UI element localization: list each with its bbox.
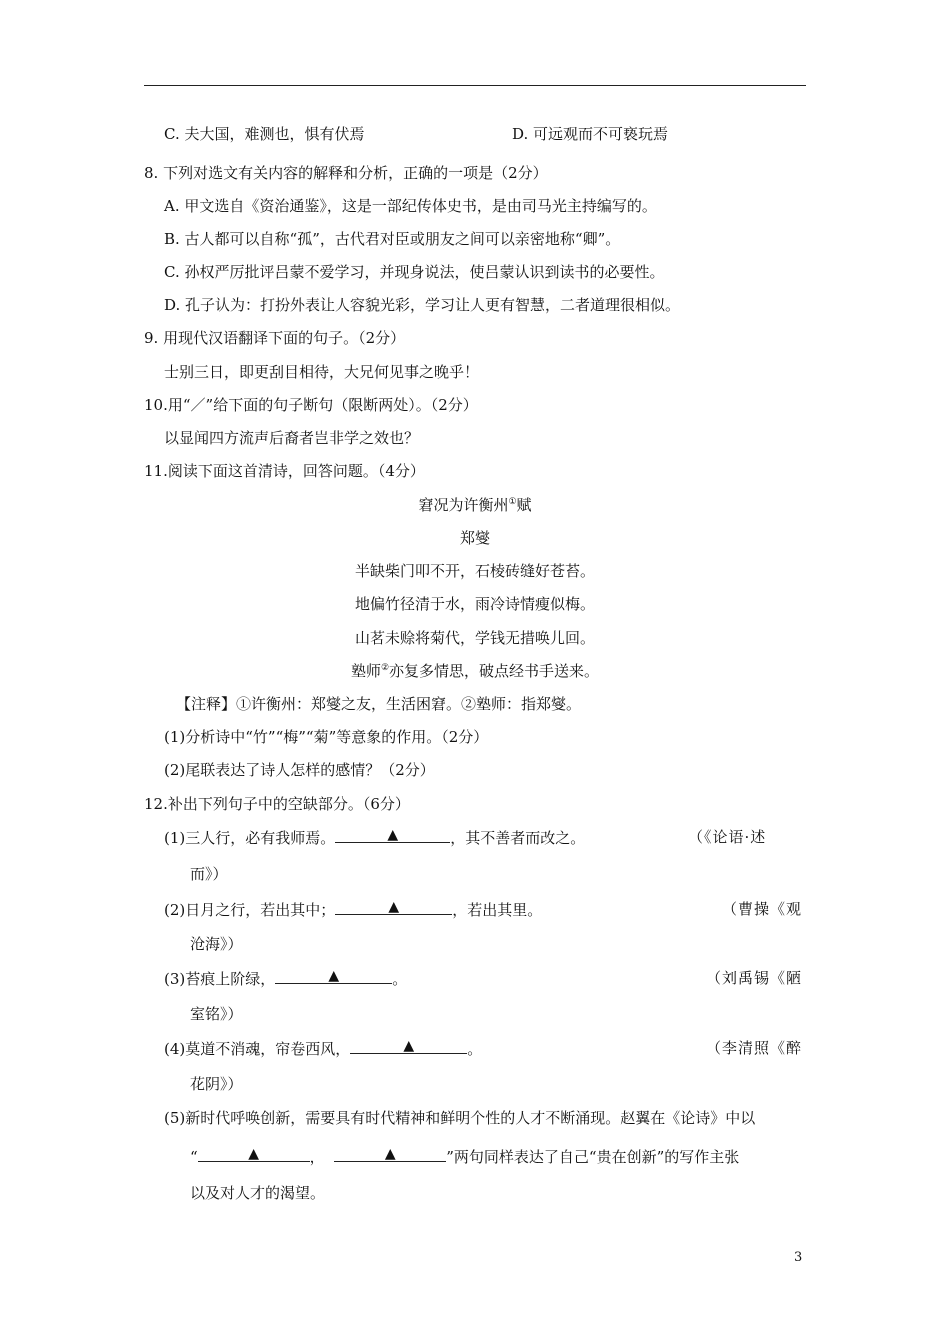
answer-blank[interactable]	[275, 968, 392, 984]
page-number: 3	[794, 1250, 803, 1265]
q7-option-c: C. 夫大国，难测也，惧有伏焉	[164, 125, 365, 143]
poem-line-4: 塾师②亦复多情思，破点经书手送来。	[350, 662, 600, 680]
triangle-marker-icon: ▲	[384, 1146, 396, 1162]
q8-option-a: A. 甲文选自《资治通鉴》，这是一部纪传体史书，是由司马光主持编写的。	[164, 197, 657, 215]
q9-sentence: 士别三日，即更刮目相待，大兄何见事之晚乎！	[164, 363, 480, 381]
triangle-marker-icon: ▲	[328, 968, 340, 984]
q12-item-4-source: （李清照《醉	[706, 1039, 803, 1057]
q9-stem: 9. 用现代汉语翻译下面的句子。（2分）	[144, 329, 406, 347]
q7-option-d: D. 可远观而不可亵玩焉	[512, 125, 669, 143]
triangle-marker-icon: ▲	[387, 827, 399, 843]
answer-blank[interactable]	[335, 899, 452, 915]
q11-subquestion-2: (2)尾联表达了诗人怎样的感情？（2分）	[164, 761, 435, 779]
q8-stem: 8. 下列对选文有关内容的解释和分析，正确的一项是（2分）	[144, 164, 548, 182]
q12-item-3: (3)苔痕上阶绿， ▲ 。	[164, 968, 408, 988]
triangle-marker-icon: ▲	[403, 1038, 415, 1054]
q12-item-1-source-cont: 而》）	[190, 865, 228, 883]
triangle-marker-icon: ▲	[388, 899, 400, 915]
q12-item-4-source-cont: 花阴》）	[190, 1075, 243, 1093]
q12-item-1: (1)三人行，必有我师焉。 ▲ ，其不善者而改之。	[164, 827, 586, 847]
poem-line-3: 山茗未赊将菊代，学钱无措唤儿回。	[354, 629, 595, 647]
answer-blank[interactable]	[198, 1146, 310, 1162]
q12-item-3-source-cont: 室铭》）	[190, 1005, 243, 1023]
poem-line-1: 半缺柴门叩不开，石棱砖缝好苍苔。	[354, 562, 595, 580]
q12-item-4: (4)莫道不消魂，帘卷西风， ▲ 。	[164, 1038, 483, 1058]
answer-blank[interactable]	[334, 1146, 446, 1162]
poem-author: 郑燮	[459, 529, 490, 547]
answer-blank[interactable]	[350, 1038, 467, 1054]
poem-title: 窘况为许衡州①赋	[418, 496, 532, 514]
q12-item-5-line-1: (5)新时代呼唤创新，需要具有时代精神和鲜明个性的人才不断涌现。赵翼在《论诗》中以	[164, 1109, 756, 1127]
q10-stem: 10.用“／”给下面的句子断句（限断两处）。（2分）	[144, 396, 478, 414]
q8-option-d: D. 孔子认为：打扮外表让人容貌光彩，学习让人更有智慧，二者道理很相似。	[164, 296, 681, 314]
poem-annotation: 【注释】①许衡州：郑燮之友，生活困窘。②塾师：指郑燮。	[176, 695, 582, 713]
answer-blank[interactable]	[335, 827, 450, 843]
q11-subquestion-1: (1)分析诗中“竹”“梅”“菊”等意象的作用。（2分）	[164, 728, 489, 746]
q12-item-5-line-3: 以及对人才的渴望。	[190, 1184, 326, 1202]
q12-item-2-source-cont: 沧海》）	[190, 935, 243, 953]
q12-stem: 12.补出下列句子中的空缺部分。（6分）	[144, 795, 410, 813]
q8-option-c: C. 孙权严厉批评吕蒙不爱学习，并现身说法，使吕蒙认识到读书的必要性。	[164, 263, 665, 281]
triangle-marker-icon: ▲	[248, 1146, 260, 1162]
q12-item-2: (2)日月之行，若出其中； ▲ ，若出其里。	[164, 899, 543, 919]
q12-item-5-line-2: “ ▲ ， ▲ ”两句同样表达了自己“贵在创新”的写作主张	[190, 1146, 740, 1166]
q10-sentence: 以显闻四方流声后裔者岂非学之效也？	[164, 429, 420, 447]
q11-stem: 11.阅读下面这首清诗，回答问题。（4分）	[144, 462, 425, 480]
q12-item-1-source: （《论语·述	[688, 828, 767, 846]
q12-item-3-source: （刘禹锡《陋	[706, 969, 803, 987]
q12-item-2-source: （曹操《观	[722, 900, 803, 918]
poem-line-2: 地偏竹径清于水，雨冷诗情瘦似梅。	[354, 595, 595, 613]
q8-option-b: B. 古人都可以自称“孤”，古代君对臣或朋友之间可以亲密地称“卿”。	[164, 230, 621, 248]
header-rule	[144, 85, 806, 86]
